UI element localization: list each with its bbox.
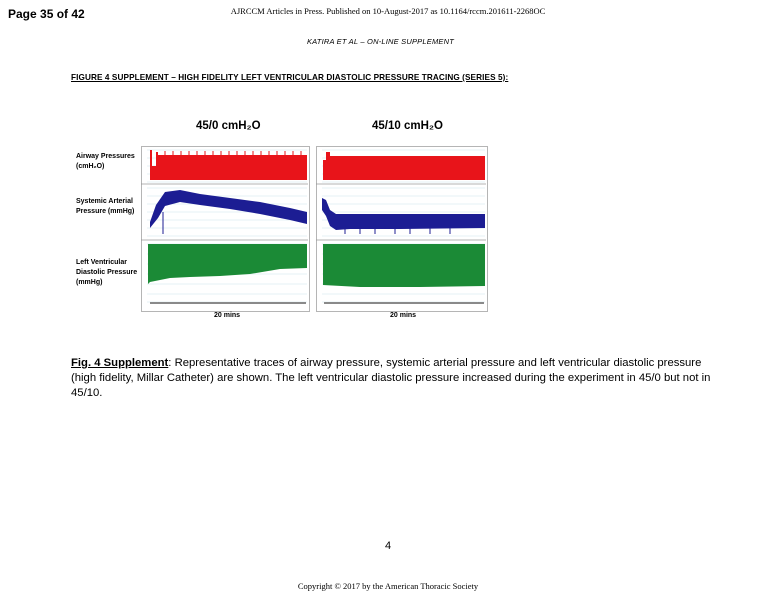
row-label-airway: Airway Pressures (cmH₂O): [76, 153, 135, 170]
caption-text: : Representative traces of airway pressure, systemic arterial pressure and left ventricular diastolic pressure (high fidelity, Millar Catheter) are shown. The left ventricular diastolic pressure increased during the experiment in 45/0 but not in 45/10.: [71, 357, 711, 399]
journal-line: AJRCCM Articles in Press. Published on 10-August-2017 as 10.1164/rccm.201611-2268OC: [230, 6, 546, 16]
time-label-right: 20 mins: [390, 312, 417, 319]
lv-trace-left: [148, 244, 307, 284]
panel-left-title: 45/0 cmH₂O: [196, 120, 261, 132]
row-label-arterial: Systemic Arterial Pressure (mmHg): [76, 198, 135, 215]
airway-trace-left: [158, 155, 307, 180]
arterial-trace-right: [322, 198, 485, 230]
figure-caption: [71, 356, 721, 401]
lv-trace-right: [323, 244, 485, 287]
time-label-left: 20 mins: [214, 312, 241, 319]
row-label-lv: Left Ventricular Diastolic Pressure (mmHg): [76, 259, 138, 286]
airway-trace-right: [323, 152, 485, 180]
copyright-line: Copyright © 2017 by the American Thoracic Society: [297, 581, 479, 591]
page-number: 4: [384, 540, 392, 552]
figure-title: FIGURE 4 SUPPLEMENT – HIGH FIDELITY LEFT VENTRICULAR DIASTOLIC PRESSURE TRACING (SERIES 5):: [71, 73, 509, 82]
caption-lead: Fig. 4 Supplement: [71, 357, 169, 369]
panel-right-title: 45/10 cmH₂O: [372, 120, 443, 132]
page-label: Page 35 of 42: [8, 7, 85, 21]
airway-trace-left-start: [150, 150, 158, 180]
running-head: KATIRA ET AL – ON-LINE SUPPLEMENT: [306, 37, 454, 46]
